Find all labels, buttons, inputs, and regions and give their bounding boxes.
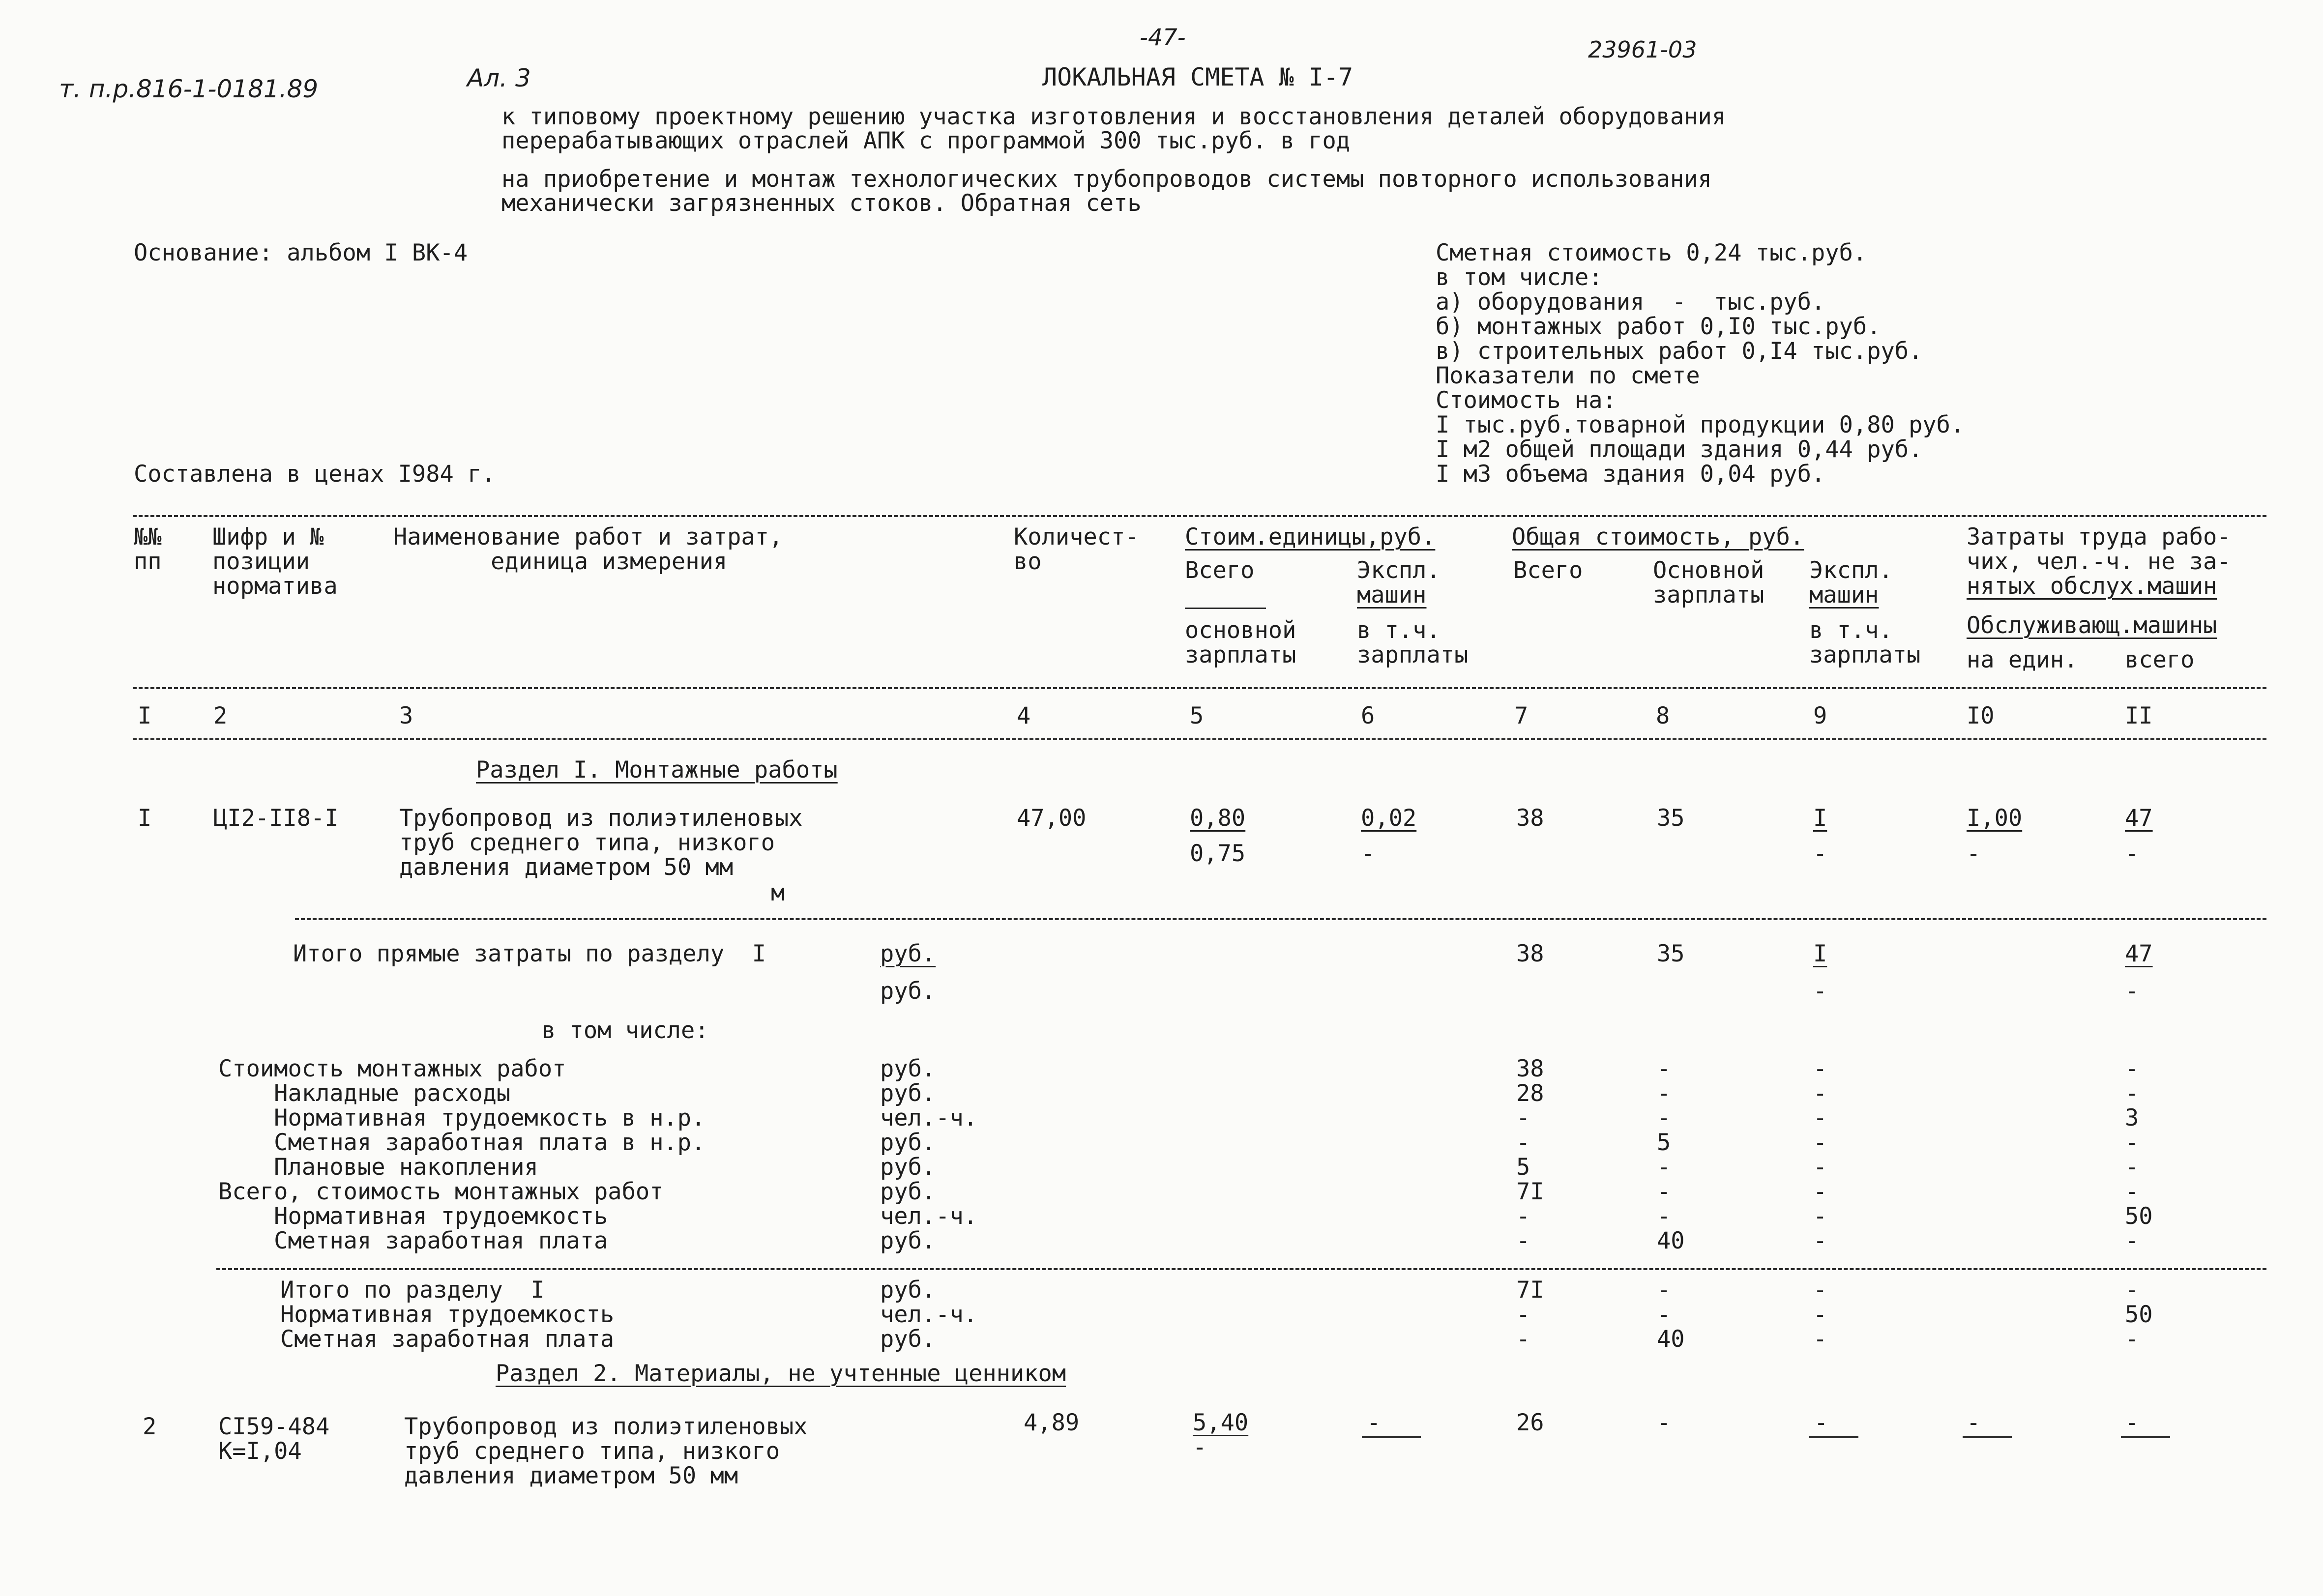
- direct-costs-label: Итого прямые затраты по разделу I: [293, 940, 766, 967]
- row-labor-total: 47: [2125, 805, 2153, 832]
- header-total-cost: Общая стоимость, руб.: [1512, 523, 1804, 551]
- direct-costs-unit: руб.: [880, 940, 936, 967]
- row-name: Трубопровод из полиэтиленовых труб среднего типа, низкого давления диаметром 50 мм: [404, 1413, 808, 1489]
- row-unit-cost-machines: -: [1367, 1409, 1381, 1436]
- header-col6-expl: Экспл.: [1357, 557, 1441, 584]
- row-unit-cost-machines-rule: [1362, 1436, 1421, 1438]
- header-col-number: №№ пп: [134, 523, 162, 575]
- album-label: Ал. 3: [467, 64, 531, 92]
- header-col-quantity: Количест- во: [1014, 523, 1139, 575]
- summary-line: I тыс.руб.товарной продукции 0,80 руб.: [1436, 411, 1965, 438]
- row-name: Трубопровод из полиэтиленовых труб среднего типа, низкого давления диаметром 50 мм: [399, 805, 803, 881]
- document-reference: т. п.р.816-1-0181.89: [59, 75, 319, 103]
- row-rule: [295, 918, 2266, 920]
- breakdown-rule: [216, 1268, 2266, 1270]
- row-unit-cost-machines-salary: -: [1361, 840, 1375, 867]
- row-total-machines: -: [1814, 1409, 1828, 1436]
- direct-costs-labor-2: -: [2125, 978, 2139, 1005]
- breakdown-total: 38 28 - - 5 7I - -: [1516, 1055, 1544, 1254]
- breakdown-machines: - - - - - - - -: [1813, 1055, 1827, 1254]
- title-line-2: перерабатывающих отраслей АПК с программой 300 тыс.руб. в год: [501, 127, 1351, 154]
- direct-costs-machines-2: -: [1813, 978, 1827, 1005]
- breakdown-labels: Стоимость монтажных работ Накладные расходы Нормативная трудоемкость в н.р. Сметная заработная плата в н.р. Плановые накопления Всего, стоимость монтажных работ Нормативная трудоемкость Сметная заработная плата: [218, 1055, 706, 1254]
- header-labor-service: Обслуживающ.машины: [1967, 612, 2217, 639]
- summary-line: в том числе:: [1436, 264, 1603, 291]
- page-number: -47-: [1140, 24, 1186, 51]
- header-col5-rule: [1185, 608, 1266, 609]
- column-number: I0: [1967, 702, 1995, 729]
- row-labor-total: -: [2125, 1409, 2139, 1436]
- row-total-salary: -: [1657, 1409, 1671, 1436]
- row-unit-cost-total: 0,80: [1190, 805, 1246, 832]
- header-bottom-rule: [133, 687, 2266, 689]
- numbers-rule: [133, 738, 2266, 740]
- row-labor-total-rule: [2121, 1436, 2170, 1438]
- row-total-machines-rule: [1809, 1436, 1858, 1438]
- row-total-salary: 35: [1657, 805, 1685, 832]
- header-col5-base-salary: основной зарплаты: [1185, 617, 1296, 668]
- section-1-total-cost: 7I - -: [1516, 1277, 1544, 1353]
- row-number: I: [138, 805, 152, 832]
- summary-line: Показатели по смете: [1436, 362, 1700, 389]
- row-unit-cost-salary: -: [1193, 1434, 1207, 1461]
- row-unit-cost-salary: 0,75: [1190, 840, 1246, 867]
- header-col-code: Шифр и № позиции норматива: [212, 523, 338, 600]
- row-labor-unit: I,00: [1967, 805, 2023, 832]
- column-number: 4: [1017, 702, 1031, 729]
- column-number: 6: [1361, 702, 1375, 729]
- row-total-machines: I: [1813, 805, 1827, 832]
- summary-line: Сметная стоимость 0,24 тыс.руб.: [1436, 239, 1867, 266]
- basis-text: Основание: альбом I ВК-4: [134, 239, 468, 266]
- row-labor-unit-rule: [1963, 1436, 2012, 1438]
- breakdown-labor: - - 3 - - - 50 -: [2125, 1055, 2153, 1254]
- header-unit-cost: Стоим.единицы,руб.: [1185, 523, 1436, 551]
- row-code: ЦI2-II8-I: [213, 805, 339, 832]
- document-title: ЛОКАЛЬНАЯ СМЕТА № I-7: [1042, 63, 1353, 91]
- direct-costs-salary: 35: [1657, 940, 1685, 967]
- title-line-1: к типовому проектному решению участка изготовления и восстановления деталей оборудования: [501, 103, 1726, 130]
- header-col9-expl: Экспл.: [1809, 557, 1893, 584]
- header-col5-total: Всего: [1185, 557, 1255, 584]
- breakdown-salary: - - - 5 - - - 40: [1657, 1055, 1685, 1254]
- header-col11: всего: [2125, 646, 2195, 673]
- section-1-total-units: руб. чел.-ч. руб.: [880, 1277, 978, 1353]
- header-col8-salary: Основной зарплаты: [1653, 557, 1764, 609]
- row-quantity: 4,89: [1024, 1409, 1080, 1436]
- column-number: 3: [399, 702, 413, 729]
- summary-line: Стоимость на:: [1436, 387, 1617, 414]
- row-labor-total-2: -: [2125, 840, 2139, 867]
- summary-line: б) монтажных работ 0,I0 тыс.руб.: [1436, 313, 1881, 340]
- row-unit: м: [771, 879, 785, 906]
- document-code: 23961-03: [1588, 36, 1697, 63]
- table-top-rule: [133, 515, 2266, 517]
- row-unit-cost-machines: 0,02: [1361, 805, 1417, 832]
- row-unit-cost-total: 5,40: [1193, 1409, 1249, 1436]
- section-1-total-machines: - - -: [1813, 1277, 1827, 1353]
- row-labor-unit-2: -: [1967, 840, 1981, 867]
- row-labor-unit: -: [1967, 1409, 1981, 1436]
- column-number: 5: [1190, 702, 1204, 729]
- header-col6-machines: машин: [1357, 581, 1427, 609]
- column-number: 2: [213, 702, 228, 729]
- row-total-machines-salary: -: [1813, 840, 1827, 867]
- title-line-4: механически загрязненных стоков. Обратная сеть: [501, 190, 1142, 217]
- column-number: II: [2125, 702, 2153, 729]
- section-1-total-labor: - 50 -: [2125, 1277, 2153, 1353]
- row-total-cost: 38: [1516, 805, 1544, 832]
- direct-costs-machines: I: [1813, 940, 1827, 967]
- header-col6-incl-salary: в т.ч. зарплаты: [1357, 617, 1469, 668]
- direct-costs-labor: 47: [2125, 940, 2153, 967]
- header-col-name: Наименование работ и затрат, единица измерения: [393, 523, 783, 575]
- title-line-3: на приобретение и монтаж технологических трубопроводов системы повторного использования: [501, 166, 1712, 193]
- header-col9-machines: машин: [1809, 581, 1879, 609]
- section-1-total-salary: - - 40: [1657, 1277, 1685, 1353]
- row-total-cost: 26: [1516, 1409, 1544, 1436]
- column-number: 7: [1514, 702, 1529, 729]
- section-1-total-labels: Итого по разделу I Нормативная трудоемкость Сметная заработная плата: [280, 1277, 615, 1353]
- column-number: 9: [1813, 702, 1827, 729]
- including-label: в том числе:: [542, 1017, 709, 1044]
- row-code: CI59-484 К=I,04: [218, 1413, 330, 1465]
- direct-costs-total: 38: [1516, 940, 1544, 967]
- header-labor: Затраты труда рабо- чих, чел.-ч. не за-: [1967, 523, 2231, 575]
- header-col10: на един.: [1967, 646, 2078, 673]
- header-col9-incl-salary: в т.ч. зарплаты: [1809, 617, 1921, 668]
- summary-line: в) строительных работ 0,I4 тыс.руб.: [1436, 338, 1923, 365]
- header-labor-2: нятых обслух.машин: [1967, 573, 2217, 600]
- header-col7-total: Всего: [1513, 557, 1583, 584]
- breakdown-units: руб. руб. чел.-ч. руб. руб. руб. чел.-ч. руб.: [880, 1055, 978, 1254]
- summary-line: I м3 объема здания 0,04 руб.: [1436, 461, 1825, 488]
- direct-costs-unit-2: руб.: [880, 978, 936, 1005]
- summary-line: а) оборудования - тыс.руб.: [1436, 289, 1825, 316]
- summary-line: I м2 общей площади здания 0,44 руб.: [1436, 436, 1923, 463]
- row-number: 2: [143, 1413, 157, 1440]
- row-quantity: 47,00: [1017, 805, 1087, 832]
- column-number: 8: [1656, 702, 1670, 729]
- prices-text: Составлена в ценах I984 г.: [134, 461, 496, 488]
- section-1-title: Раздел I. Монтажные работы: [476, 756, 838, 783]
- column-number: I: [138, 702, 152, 729]
- section-2-title: Раздел 2. Материалы, не учтенные ценником: [496, 1360, 1066, 1387]
